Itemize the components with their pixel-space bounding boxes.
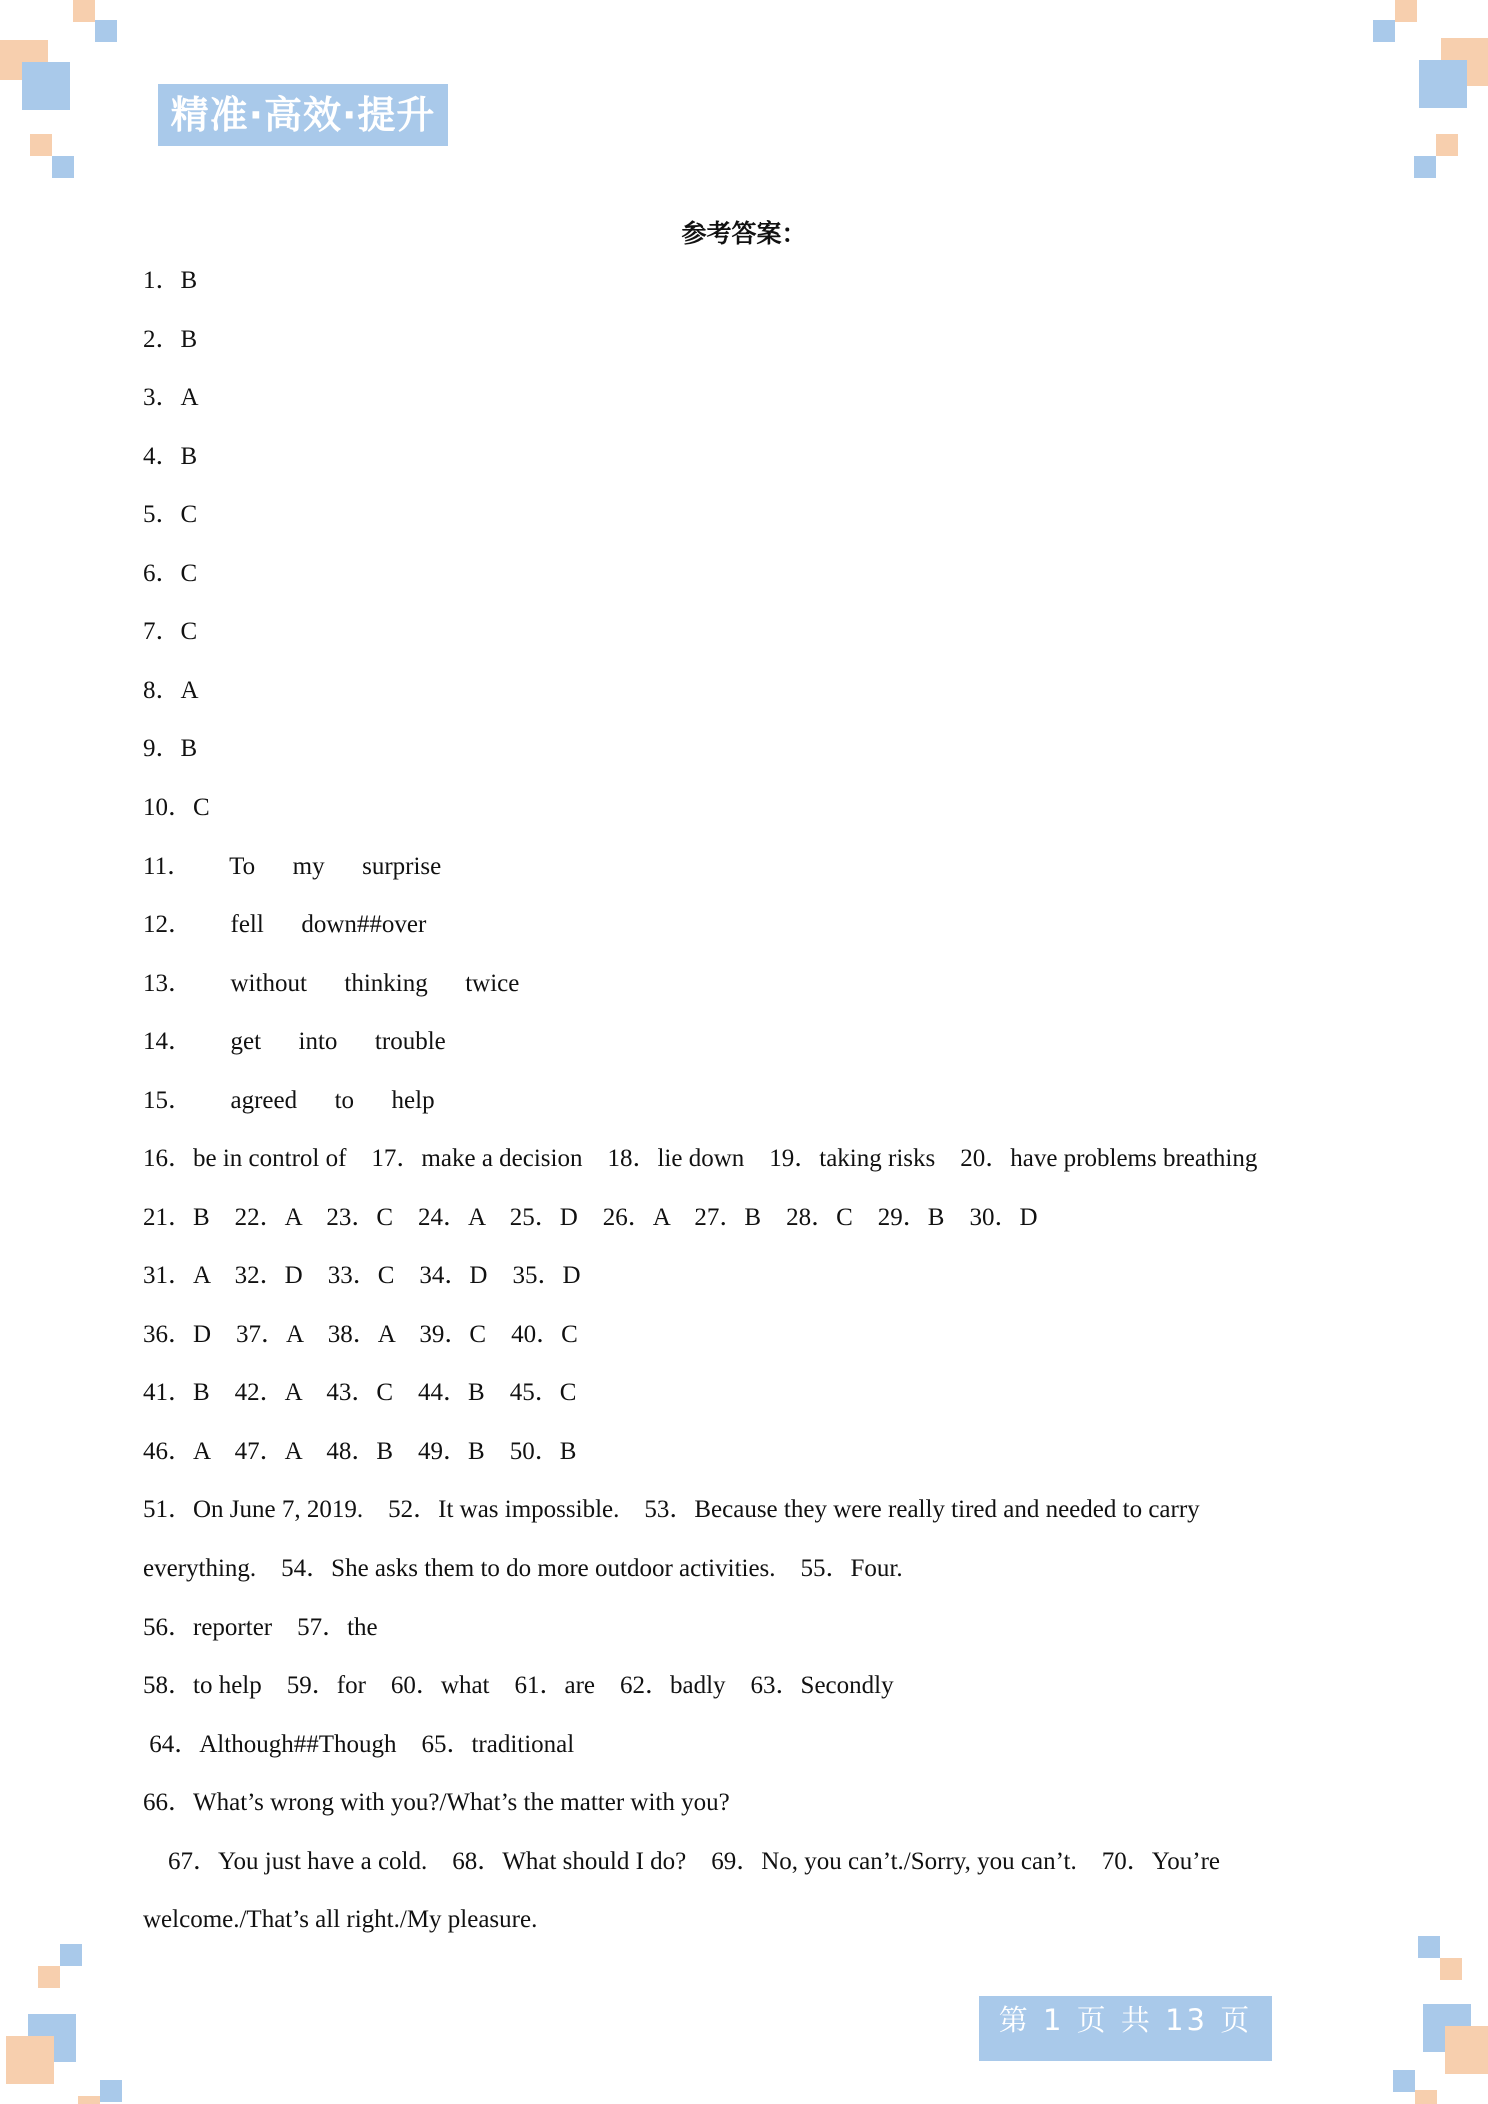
page-number-badge: 第 1 页 共 13 页 [979,1996,1272,2061]
answer-line: 16．be in control of 17．make a decision 18．lie down 19．taking risks 20．have problems breathing [143,1145,1258,1172]
corner-decoration [22,62,70,110]
answer-line: welcome./That’s all right./My pleasure. [143,1906,538,1933]
answer-line: 46．A 47．A 48．B 49．B 50．B [143,1438,577,1465]
answer-line: 5．C [143,501,198,528]
corner-decoration [1419,60,1467,108]
answer-line: 2．B [143,326,198,353]
corner-decoration [1445,2026,1488,2074]
answer-line: 66．What’s wrong with you?/What’s the matter with you? [143,1789,730,1816]
answer-line: 51．On June 7, 2019. 52．It was impossible. 53．Because they were really tired and needed to carry [143,1496,1200,1523]
answer-line: 41．B 42．A 43．C 44．B 45．C [143,1379,577,1406]
corner-decoration [1440,1958,1462,1980]
answer-line: 21．B 22．A 23．C 24．A 25．D 26．A 27．B 28．C 29．B 30．D [143,1204,1038,1231]
answer-line: 6．C [143,560,198,587]
corner-decoration [1395,0,1417,22]
answer-line: 36．D 37．A 38．A 39．C 40．C [143,1321,578,1348]
corner-decoration [95,20,117,42]
answer-line: 7．C [143,618,198,645]
answer-line: 64．Although##Though 65．traditional [143,1731,575,1758]
answer-line: 15． agreed to help [143,1087,435,1114]
corner-decoration [6,2036,54,2084]
answer-line: 67．You just have a cold. 68．What should I do? 69．No, you can’t./Sorry, you can’t. 70．You’re [143,1848,1220,1875]
answer-line: 9．B [143,735,198,762]
answer-line: 10．C [143,794,210,821]
corner-decoration [1436,134,1458,156]
header-banner: 精准·高效·提升 [158,84,448,146]
corner-decoration [100,2080,122,2102]
answer-line: 13． without thinking twice [143,970,520,997]
corner-decoration [1415,2090,1437,2104]
corner-decoration [1373,20,1395,42]
corner-decoration [38,1966,60,1988]
answer-line: 1．B [143,267,198,294]
corner-decoration [78,2096,100,2104]
answer-line: 14． get into trouble [143,1028,446,1055]
answer-line: 11． To my surprise [143,853,442,880]
corner-decoration [1418,1936,1440,1958]
answer-line: 31．A 32．D 33．C 34．D 35．D [143,1262,581,1289]
answer-line: 12． fell down##over [143,911,427,938]
answer-line: 58．to help 59．for 60．what 61．are 62．badly 63．Secondly [143,1672,894,1699]
corner-decoration [60,1944,82,1966]
answer-line: 8．A [143,677,199,704]
corner-decoration [73,0,95,22]
answer-line: 56．reporter 57．the [143,1614,378,1641]
page-title: 参考答案： [681,219,807,248]
corner-decoration [1414,156,1436,178]
answer-line: 4．B [143,443,198,470]
answer-line: 3．A [143,384,199,411]
corner-decoration [52,156,74,178]
corner-decoration [30,134,52,156]
corner-decoration [1393,2070,1415,2092]
answer-line: everything. 54．She asks them to do more outdoor activities. 55．Four. [143,1555,903,1582]
